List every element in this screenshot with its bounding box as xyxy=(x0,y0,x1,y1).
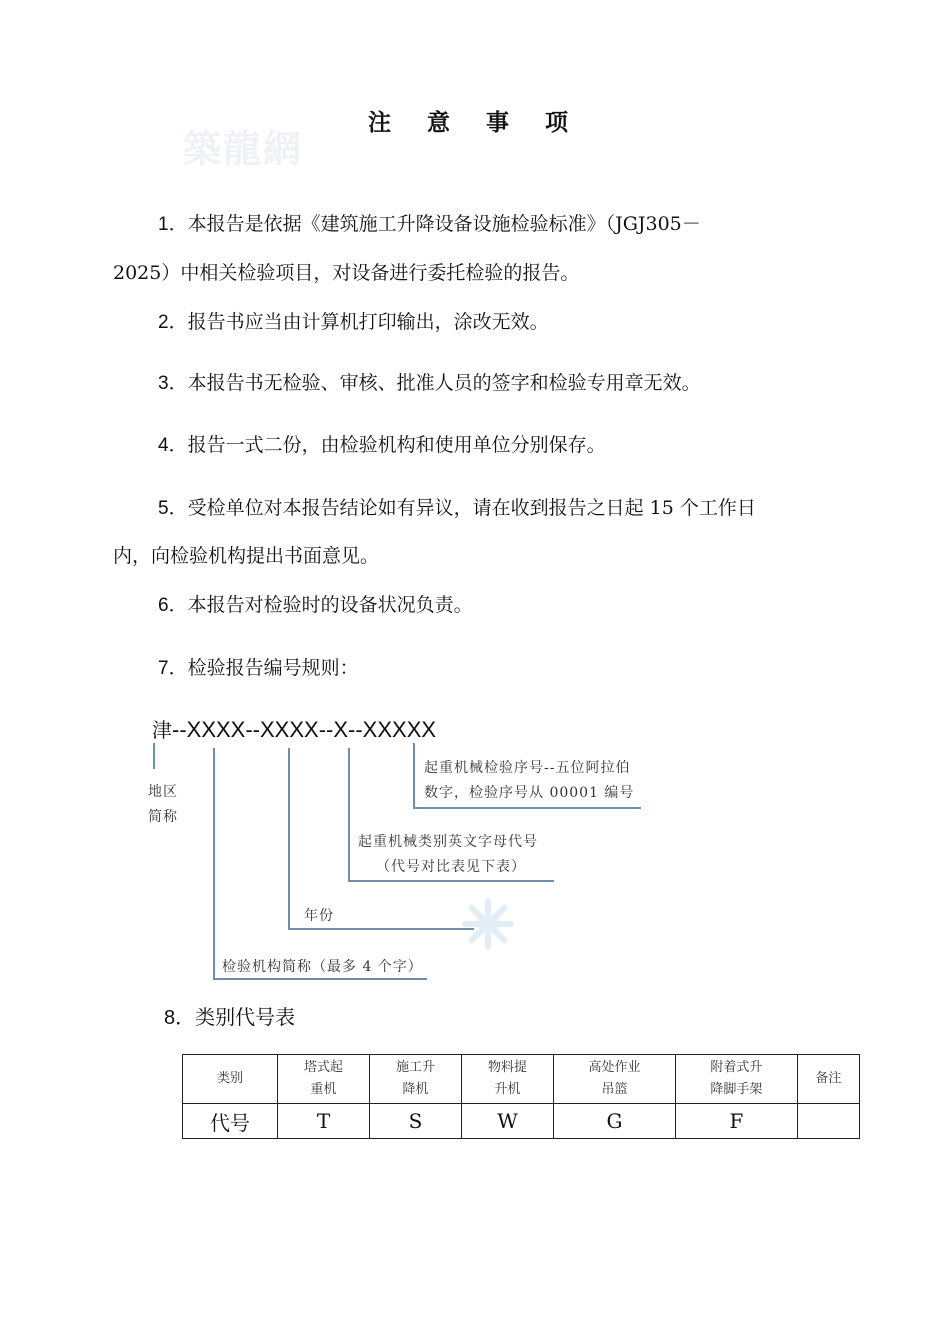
item-5-number: 5． xyxy=(158,498,188,519)
cell-line: 附着式升 xyxy=(710,1060,763,1075)
cell-line: 塔式起 xyxy=(304,1060,344,1075)
code-prefix: 津 xyxy=(152,718,172,742)
item-3-text: 本报告书无检验、审核、批准人员的签字和检验专用章无效。 xyxy=(187,372,701,394)
cell-line: 吊篮 xyxy=(601,1082,628,1097)
item-6 xyxy=(158,579,473,632)
code-pattern: --XXXX--XXXX--X--XXXXX xyxy=(172,717,437,742)
cell-line: 物料提 xyxy=(488,1060,528,1075)
cell-line: 降脚手架 xyxy=(710,1082,763,1097)
snowflake-icon xyxy=(460,896,516,952)
cell-line: 备注 xyxy=(815,1071,842,1086)
note-serial-2: 数字，检验序号从 00001 编号 xyxy=(424,785,635,801)
item-7-text: 检验报告编号规则： xyxy=(187,657,359,679)
item-5-text: 受检单位对本报告结论如有异议，请在收到报告之日起 15 个工作日 xyxy=(187,497,756,519)
section-8-number: 8． xyxy=(164,1007,196,1029)
table-row xyxy=(183,1055,860,1104)
table-cell xyxy=(797,1104,859,1139)
table-header-category: 类别 xyxy=(183,1055,278,1104)
category-code-table xyxy=(182,1054,860,1139)
table-cell: T xyxy=(278,1104,370,1139)
item-2-text: 报告书应当由计算机打印输出，涂改无效。 xyxy=(187,311,549,333)
note-year: 年份 xyxy=(304,908,334,924)
connector-year xyxy=(288,748,290,930)
cell-line: 重机 xyxy=(310,1082,337,1097)
note-category-2: （代号对比表见下表） xyxy=(376,859,526,875)
cell-line: 高处作业 xyxy=(588,1060,641,1075)
item-6-text: 本报告对检验时的设备状况负责。 xyxy=(187,594,473,616)
connector-region xyxy=(153,743,155,769)
table-cell: S xyxy=(370,1104,462,1139)
cell-line: 降机 xyxy=(402,1082,429,1097)
table-cell xyxy=(675,1055,797,1104)
item-4-text: 报告一式二份，由检验机构和使用单位分别保存。 xyxy=(187,434,606,456)
item-7-number: 7． xyxy=(158,658,188,679)
item-6-number: 6． xyxy=(158,595,188,616)
table-cell: F xyxy=(675,1104,797,1139)
table-cell xyxy=(554,1055,676,1104)
table-row xyxy=(183,1104,860,1139)
table-header-code: 代号 xyxy=(183,1104,278,1139)
item-1-number: 1． xyxy=(158,214,188,235)
item-1 xyxy=(158,198,701,251)
table-cell xyxy=(462,1055,554,1104)
item-2 xyxy=(158,296,549,349)
section-8-heading xyxy=(164,991,295,1044)
table-cell: G xyxy=(554,1104,676,1139)
item-2-number: 2． xyxy=(158,312,188,333)
note-region-1: 地区 xyxy=(148,784,178,800)
connector-agency xyxy=(213,748,215,980)
section-8-title: 类别代号表 xyxy=(195,1005,296,1029)
note-serial-1: 起重机械检验序号--五位阿拉伯 xyxy=(424,760,631,776)
report-code-pattern xyxy=(152,714,436,743)
connector-serial-h xyxy=(413,807,641,809)
cell-line: 施工升 xyxy=(396,1060,436,1075)
table-cell-remarks xyxy=(797,1055,859,1104)
watermark: 築龍網 xyxy=(183,126,304,171)
table-cell: W xyxy=(462,1104,554,1139)
connector-serial xyxy=(413,743,415,809)
item-5-continuation: 内，向检验机构提出书面意见。 xyxy=(113,545,380,567)
item-3 xyxy=(158,357,701,410)
item-4-number: 4． xyxy=(158,435,188,456)
cell-line: 升机 xyxy=(494,1082,521,1097)
item-7 xyxy=(158,642,359,695)
item-1-text: 本报告是依据《建筑施工升降设备设施检验标准》（JGJ305－ xyxy=(187,213,701,235)
item-1-continuation: 2025）中相关检验项目，对设备进行委托检验的报告。 xyxy=(113,262,580,284)
item-3-number: 3． xyxy=(158,373,188,394)
note-agency: 检验机构简称（最多 4 个字） xyxy=(222,959,423,975)
note-category-1: 起重机械类别英文字母代号 xyxy=(358,834,538,850)
item-5 xyxy=(158,482,756,535)
note-region-2: 简称 xyxy=(148,809,178,825)
connector-category xyxy=(348,748,350,882)
table-cell xyxy=(278,1055,370,1104)
connector-category-h xyxy=(348,880,554,882)
page-title: 注 意 事 项 xyxy=(367,109,583,136)
table-cell xyxy=(370,1055,462,1104)
item-4 xyxy=(158,419,606,472)
